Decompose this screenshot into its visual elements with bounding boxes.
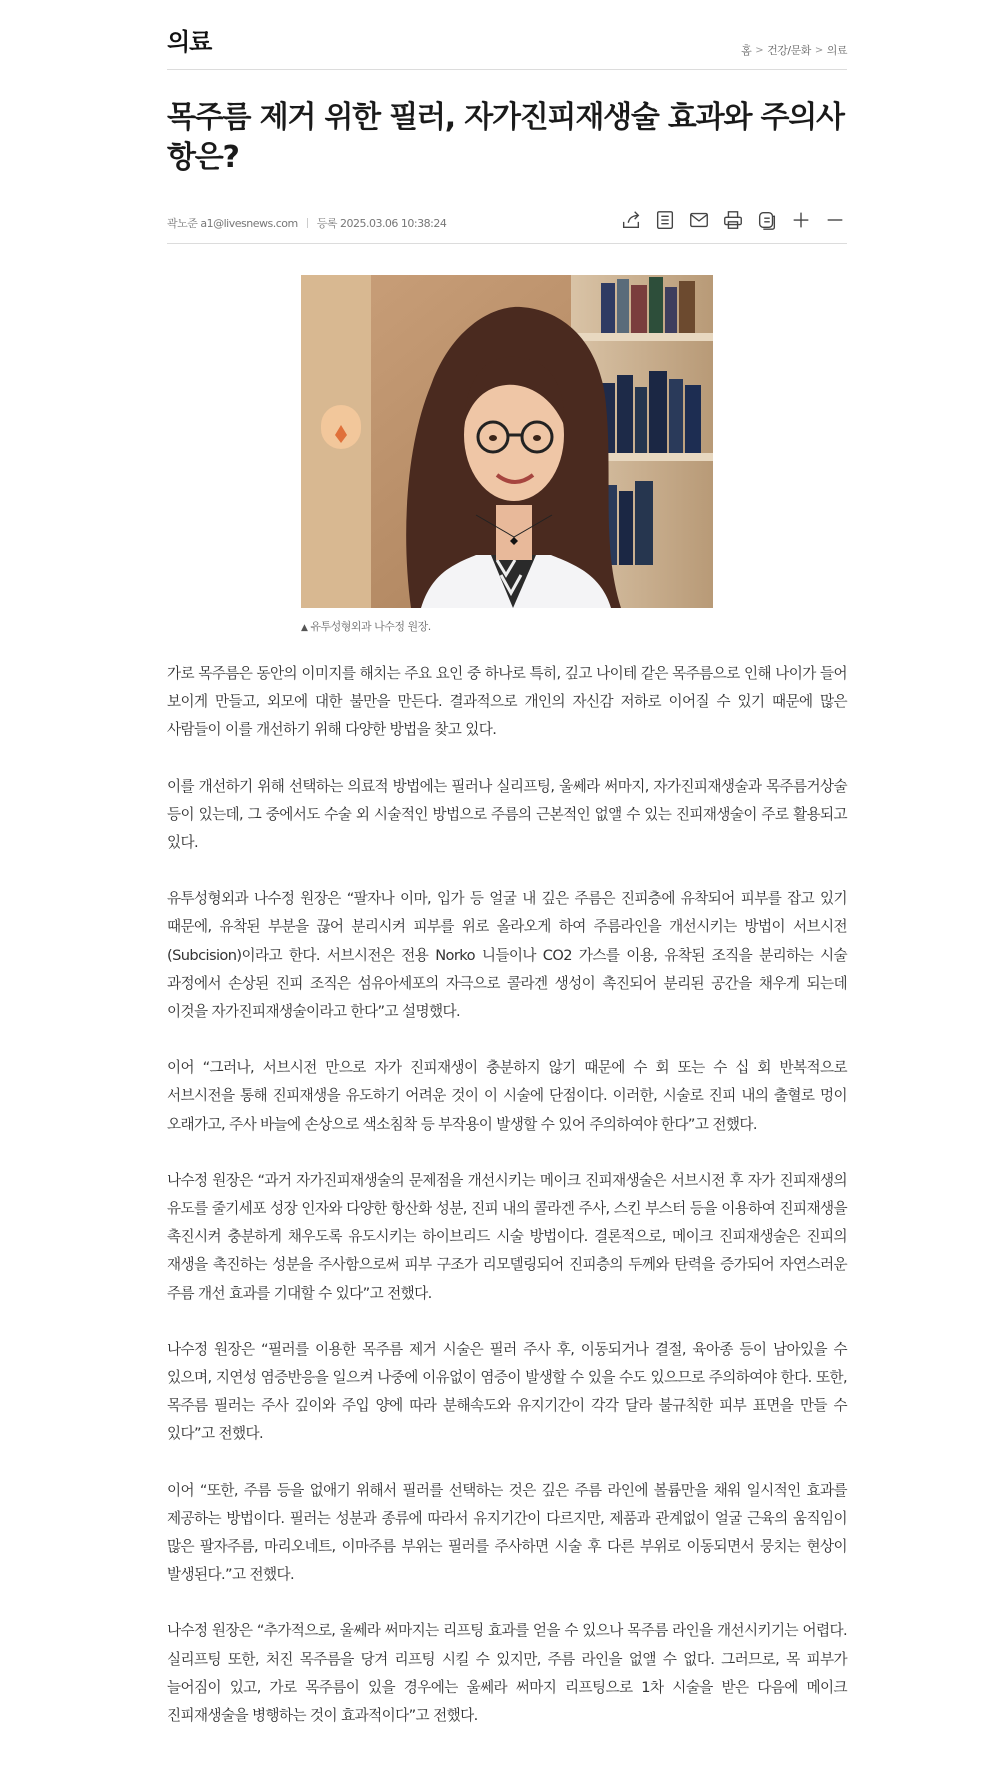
article-photo — [301, 275, 713, 608]
publish-date: 등록 2025.03.06 10:38:24 — [316, 217, 447, 230]
article-view-icon[interactable] — [653, 208, 677, 232]
breadcrumb-home[interactable]: 홈 — [741, 44, 752, 57]
triangle-up-icon: ▲ — [301, 623, 308, 633]
breadcrumb-current[interactable]: 의료 — [826, 44, 847, 57]
article-paragraph: 나수정 원장은 “추가적으로, 울쎄라 써마지는 리프팅 효과를 얻을 수 있으나 목주름 라인을 개선시키기는 어렵다. 실리프팅 또한, 처진 목주름을 당겨 리프팅 시킬 수 있지만, 주름 라인을 없앨 수 없다. 그러므로, 목 피부가 늘어짐이 있고, 가로 목주름이 있을 경우에는 울쎄라 써마지 리프팅으로 1차 시술을 받은 다음에 메이크 진피재생술을 병행하는 것이 효과적이다”고 전했다. — [167, 1622, 847, 1725]
chevron-right-icon: > — [755, 44, 764, 56]
article-paragraph: 나수정 원장은 “필러를 이용한 목주름 제거 시술은 필러 주사 후, 이동되거나 결절, 육아종 등이 남아있을 수 있으며, 지연성 염증반응을 일으켜 나중에 이유없이 염증이 발생할 수 있을 수도 있으므로 주의하여야 한다. 또한, 목주름 필러는 주사 깊이와 주입 양에 따라 분해속도와 유지기간이 각각 달라 불규칙한 피부 표면을 만들 수 있다”고 전했다. — [167, 1340, 847, 1443]
article-body — [167, 660, 847, 1758]
print-icon[interactable] — [721, 208, 745, 232]
article-paragraph: 유투성형외과 나수정 원장은 “팔자나 이마, 입가 등 얼굴 내 깊은 주름은 진피층에 유착되어 피부를 잡고 있기 때문에, 유착된 부분을 끊어 분리시켜 피부를 위로 올라오게 하여 주름라인을 개선시키는 방법이 서브시전(Subcision)이라고 한다. 서브시전은 전용 Norko 니들이나 CO2 가스를 이용, 유착된 조직을 분리하는 시술 과정에서 손상된 진피 조직은 섬유아세포의 자극으로 콜라겐 생성이 촉진되어 분리된 공간을 채우게 되는데 이것을 자가진피재생술이라고 한다”고 설명했다. — [167, 890, 847, 1021]
caption-text: 유투성형외과 나수정 원장. — [310, 620, 431, 633]
article-tools — [619, 208, 847, 232]
divider — [307, 218, 308, 228]
photo-caption — [301, 618, 713, 634]
article-meta — [167, 208, 847, 244]
article-paragraph: 이를 개선하기 위해 선택하는 의료적 방법에는 필러나 실리프팅, 울쎄라 써마지, 자가진피재생술과 목주름거상술 등이 있는데, 그 중에서도 수술 외 시술적인 방법으로 주름의 근본적인 없앨 수 있는 진피재생술이 주로 활용되고 있다. — [167, 777, 847, 852]
article-paragraph: 나수정 원장은 “과거 자가진피재생술의 문제점을 개선시키는 메이크 진피재생술은 서브시전 후 자가 진피재생의 유도를 줄기세포 성장 인자와 다양한 항산화 성분, 진피 내의 콜라겐 주사, 스킨 부스터 등을 이용하여 진피재생을 촉진시켜 충분하게 채우도록 유도시키는 하이브리드 시술 방법이다. 결론적으로, 메이크 진피재생술은 진피의 재생을 촉진하는 성분을 주사함으로써 피부 구조가 리모델링되어 진피층의 두께와 탄력을 증가되어 자연스러운 주름 개선 효과를 기대할 수 있다”고 전했다. — [167, 1171, 847, 1302]
section-title[interactable]: 의료 — [167, 28, 212, 56]
article-title: 목주름 제거 위한 필러, 자가진피재생술 효과와 주의사항은? — [167, 100, 844, 175]
author-email[interactable]: 곽노준 a1@livesnews.com — [167, 217, 298, 230]
article-paragraph: 가로 목주름은 동안의 이미지를 해치는 주요 요인 중 하나로 특히, 깊고 나이테 같은 목주름으로 인해 나이가 들어 보이게 만들고, 외모에 대한 불만을 만든다. 결과적으로 개인의 자신감 저하로 이어질 수 있기 때문에 많은 사람들이 이를 개선하기 위해 다양한 방법을 찾고 있다. — [167, 665, 847, 739]
mail-icon[interactable] — [687, 208, 711, 232]
chevron-right-icon: > — [814, 44, 823, 56]
breadcrumb-category[interactable]: 건강/문화 — [767, 44, 811, 57]
doctor-portrait-image — [301, 275, 713, 608]
article-figure — [301, 275, 713, 634]
copy-icon[interactable] — [755, 208, 779, 232]
breadcrumb — [741, 42, 847, 58]
font-increase-icon[interactable] — [789, 208, 813, 232]
font-decrease-icon[interactable] — [823, 208, 847, 232]
article-paragraph: 이어 “그러나, 서브시전 만으로 자가 진피재생이 충분하지 않기 때문에 수 회 또는 수 십 회 반복적으로 서브시전을 통해 진피재생을 유도하기 어려운 것이 이 시술에 단점이다. 이러한, 시술로 진피 내의 출혈로 멍이 오래가고, 주사 바늘에 손상으로 색소침착 등 부작용이 발생할 수 있어 주의하여야 한다”고 전했다. — [167, 1059, 847, 1133]
byline — [167, 215, 446, 231]
article-paragraph: 이어 “또한, 주름 등을 없애기 위해서 필러를 선택하는 것은 깊은 주름 라인에 볼륨만을 채워 일시적인 효과를 제공하는 방법이다. 필러는 성분과 종류에 따라서 유지기간이 다르지만, 제품과 관계없이 얼굴 근육의 움직임이 많은 팔자주름, 마리오네트, 이마주름 부위는 필러를 주사하면 시술 후 다른 부위로 이동되면서 뭉치는 현상이 발생된다.”고 전했다. — [167, 1481, 847, 1584]
share-icon[interactable] — [619, 208, 643, 232]
section-header — [167, 0, 847, 70]
